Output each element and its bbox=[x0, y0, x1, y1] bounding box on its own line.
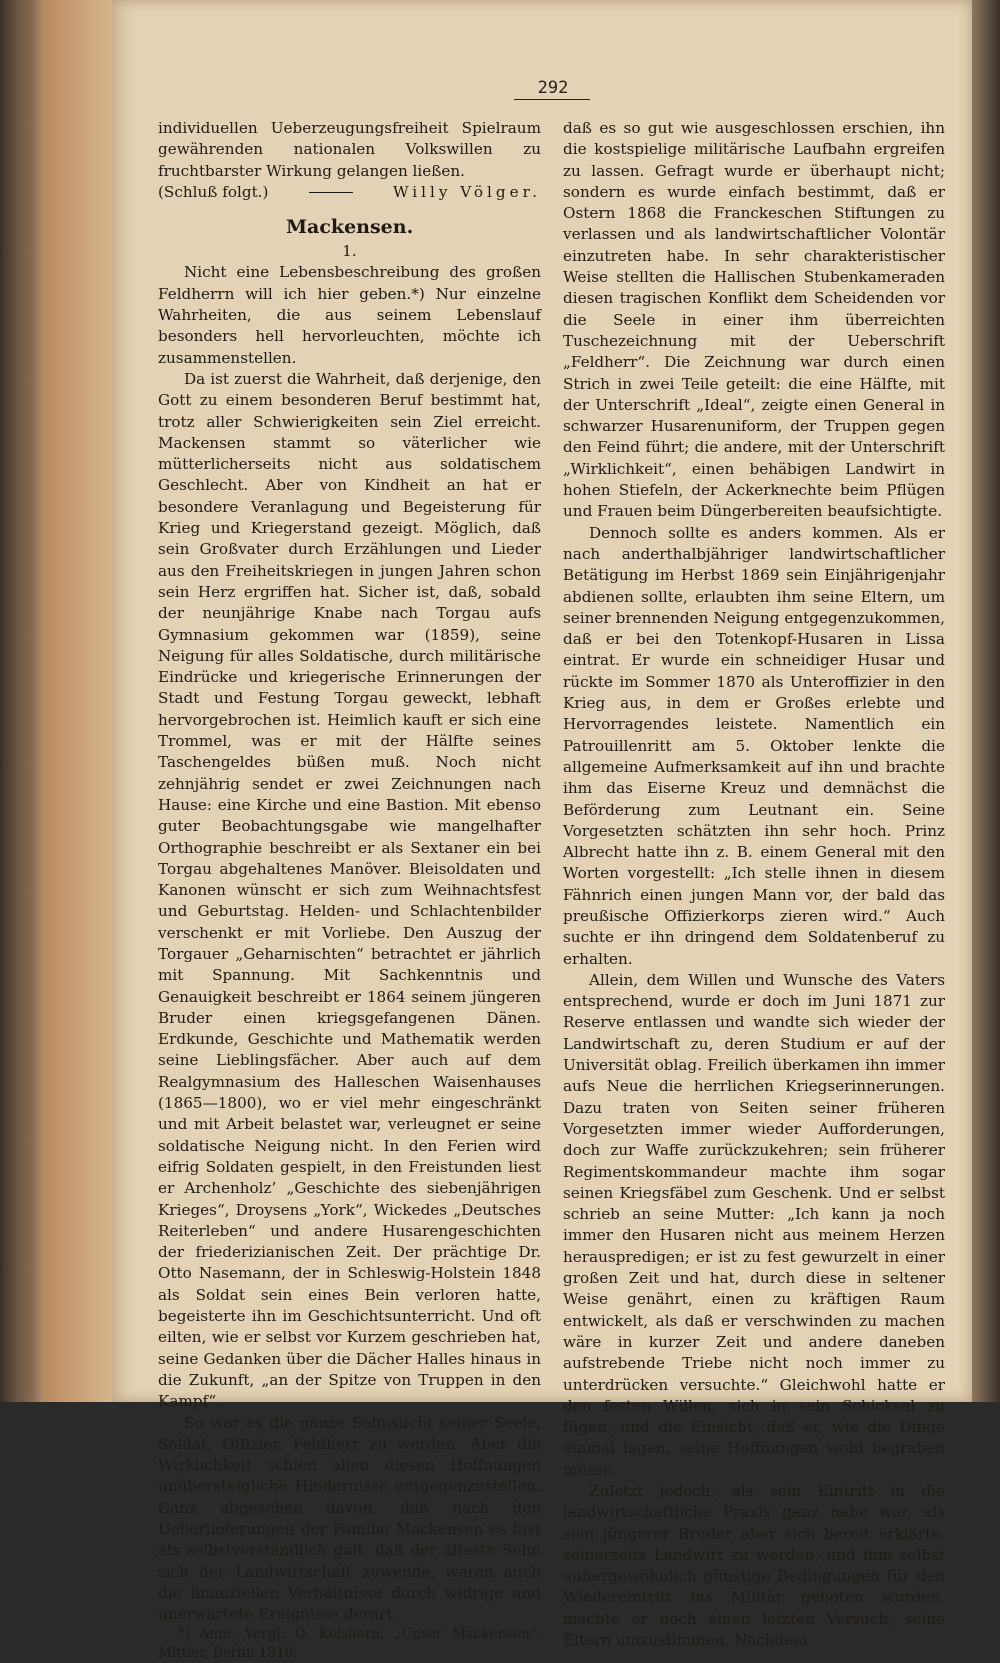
article-title: Mackensen. bbox=[286, 216, 414, 239]
paragraph: Allein, dem Willen und Wunsche des Vaters entsprechend, wurde er doch im Juni 1871 zur Reserve entlassen und wandte sich wieder der Landwirtschaft zu, deren Studium er auf der Universität oblag. Freilich überkamen ihn immer aufs Neue die herrlichen Kriegserinnerungen. Dazu traten von Seiten seiner früheren Vorgesetzten immer wieder Aufforderungen, doch zur Waffe zurückzukehren; sein früherer Regimentskommandeur machte ihm sogar seinen Kriegsfäbel zum Geschenk. Und er selbst schrieb an seine Mutter: „Ich kann ja noch immer den Husaren nicht aus meinem Herzen herauspredigen; er ist zu fest gewurzelt in einer großen Zeit und hat, durch diese in seltener Weise genährt, einen zu kräftigen Raum entwickelt, als daß er verschwinden zu machen wäre in kurzer Zeit und andere daneben aufstrebende Triebe nicht noch immer zu unterdrücken versuchte.“ Gleichwohl hatte er den festen Willen, sich in sein Schicksal zu fügen, und die Einsicht, daß er, wie die Dinge einmal lagen, seine Hoffnungen wohl begraben müsse. bbox=[563, 970, 945, 1479]
page-number: 292 bbox=[537, 78, 569, 98]
paragraph: Zuletzt jedoch, als sein Eintritt in die landwirtschaftliche Praxis ganz nahe war, als sein jüngerer Bruder aber sich bereit erklärte, seinerseits Landwirt zu werden, und ihm selbst außergewöhnlich günstige Bedingungen für den Wiedereintritt ins Militär geboten wurden, machte er noch einen letzten Versuch, seine Eltern umzustimmen. Nachdem bbox=[563, 1482, 945, 1650]
signature-row bbox=[158, 182, 541, 203]
signature-rule bbox=[309, 192, 353, 193]
page-gutter-edge bbox=[42, 0, 112, 1402]
paragraph: Nicht eine Lebensbeschreibung des großen Feldherrn will ich hier geben.*) Nur einzelne Wahrheiten, die aus seinem Lebenslauf besonders hell hervorleuchten, möchte ich zusammenstellen. bbox=[158, 263, 541, 367]
paragraph: Da ist zuerst die Wahrheit, daß derjenige, den Gott zu einem besonderen Beruf bestimmt hat, trotz aller Schwierigkeiten sein Ziel erreicht. Mackensen stammt so väterlicher wie mütterlicherseits nicht aus soldatischem Geschlecht. Aber von Kindheit an hat er besondere Veranlagung und Begeisterung für Krieg und Kriegerstand gezeigt. Möglich, daß sein Großvater durch Erzählungen und Lieder aus den Freiheitskriegen in jungen Jahren schon sein Herz ergriffen hat. Sicher ist, daß, sobald der neunjährige Knabe nach Torgau aufs Gymnasium gekommen war (1859), seine Neigung für alles Soldatische, durch militärische Eindrücke und kriegerische Erinnerungen der Stadt und Festung Torgau geweckt, lebhaft hervorgebrochen ist. Heimlich kauft er sich eine Trommel, was er mit der Hälfte seines Taschengeldes büßen muß. Noch nicht zehnjährig sendet er zwei Zeichnungen nach Hause: eine Kirche und eine Bastion. Mit ebenso guter Beobachtungsgabe wie mangelhafter Orthographie beschreibt er als Sextaner ein bei Torgau abgehaltenes Manöver. Bleisoldaten und Kanonen wünscht er sich zum Weihnachtsfest und Geburtstag. Helden- und Schlachtenbilder verschenkt er mit Vorliebe. Den Auszug der Torgauer „Geharnischten“ betrachtet er jährlich mit Spannung. Mit Sachkenntnis und Genauigkeit beschreibt er 1864 seinem jüngeren Bruder einen kriegsgefangenen Dänen. Erdkunde, Geschichte und Mathematik werden seine Lieblingsfächer. Aber auch auf dem Realgymnasium des Halleschen Waisenhauses (1865—1800), wo er viel mehr eingeschränkt und mit Arbeit belastet war, verleugnet er seine soldatische Neigung nicht. In den Ferien wird eifrig Soldaten gespielt, in den Freistunden liest er Archenholz’ „Geschichte des siebenjährigen Krieges“, Droysens „York“, Wickedes „Deutsches Reiterleben“ und andere Husarengeschichten der friederizianischen Zeit. Der prächtige Dr. Otto Nasemann, der in Schleswig-Holstein 1848 als Soldat sein eines Bein verloren hatte, begeisterte ihn im Geschichtsunterricht. Und oft eilten, wie er selbst vor Kurzem geschrieben hat, seine Gedanken über die Dächer Halles hinaus in die Zukunft, „an der Spitze von Truppen in den Kampf“. bbox=[158, 369, 541, 1411]
paragraph: daß es so gut wie ausgeschlossen erschien, ihn die kostspielige militärische Laufbahn ergreifen zu lassen. Gefragt wurde er überhaupt nicht; sondern es wurde einfach bestimmt, daß er Ostern 1868 die Franckeschen Stiftungen zu verlassen und als landwirtschaftlicher Volontär einzutreten habe. In sehr charakteristischer Weise stellten die Hallischen Stubenkameraden diesen tragischen Konflikt dem Scheidenden vor die Seele in einer ihm überreichten Tuschezeichnung mit der Ueberschrift „Feldherr“. Die Zeichnung war durch einen Strich in zwei Teile geteilt: die eine Hälfte, mit der Unterschrift „Ideal“, zeigte einen General in schwarzer Husarenuniform, der Truppen gegen den Feind führt; die andere, mit der Unterschrift „Wirklichkeit“, einen behäbigen Landwirt in hohen Stiefeln, der Ackerknechte beim Pflügen und Frauen beim Düngerbereiten beaufsichtigte. bbox=[563, 119, 945, 521]
footnote: *) Anm. Vergl. O. Kolshorn, „Unser Mackensen“. Mittler, Berlin 1916. bbox=[158, 1626, 541, 1662]
article-number: 1. bbox=[342, 242, 357, 261]
page-right-edge bbox=[972, 0, 1000, 1402]
previous-article-ending: individuellen Ueberzeugungsfreiheit Spielraum gewährenden nationalen Volkswillen zu fruchtbarster Wirkung gelangen ließen. bbox=[158, 119, 541, 180]
author-signature: Willy Völger. bbox=[392, 182, 541, 201]
paragraph: So war es die ganze Sehnsucht seiner Seele, Soldat, Offizier, Feldherr zu werden. Aber die Wirklichkeit schien allen diesen Hoffnungen unübersteigliche Hindernisse entgegenzustellen. Ganz abgesehen davon, daß nach den Ueberlieferungen der Familie Mackensen es fast als selbstverständlich galt, daß der älteste Sohn sich der Landwirtschaft zuwende, waren auch die finanziellen Verhältnisse durch widrige und unerwartete Ereignisse derart, bbox=[158, 1413, 541, 1624]
book-binding bbox=[0, 0, 42, 1402]
right-column bbox=[563, 118, 945, 1651]
left-column bbox=[158, 118, 541, 1663]
paragraph: Dennoch sollte es anders kommen. Als er nach anderthalbjähriger landwirtschaftlicher Betätigung im Herbst 1869 sein Einjährigenjahr abdienen sollte, erlaubten ihm seine Eltern, um seiner brennenden Neigung entgegenzukommen, daß er bei den Totenkopf-Husaren in Lissa eintrat. Er wurde ein schneidiger Husar und rückte im Sommer 1870 als Unteroffizier in den Krieg aus, in dem er Großes erlebte und Hervorragendes leistete. Namentlich ein Patrouillenritt am 5. Oktober lenkte die allgemeine Aufmerksamkeit auf ihn und brachte ihm das Eiserne Kreuz und demnächst die Beförderung zum Leutnant ein. Seine Vorgesetzten schätzten ihn sehr hoch. Prinz Albrecht hatte ihn z. B. einem General mit den Worten vorgestellt: „Ich stelle ihnen in diesem Fähnrich einen jungen Mann vor, der bald das preußische Offizierkorps zieren wird.“ Auch suchte er ihn dringend dem Soldatenberuf zu erhalten. bbox=[563, 523, 945, 968]
continued-note: (Schluß folgt.) bbox=[158, 182, 269, 201]
page-number-rule bbox=[514, 99, 590, 100]
